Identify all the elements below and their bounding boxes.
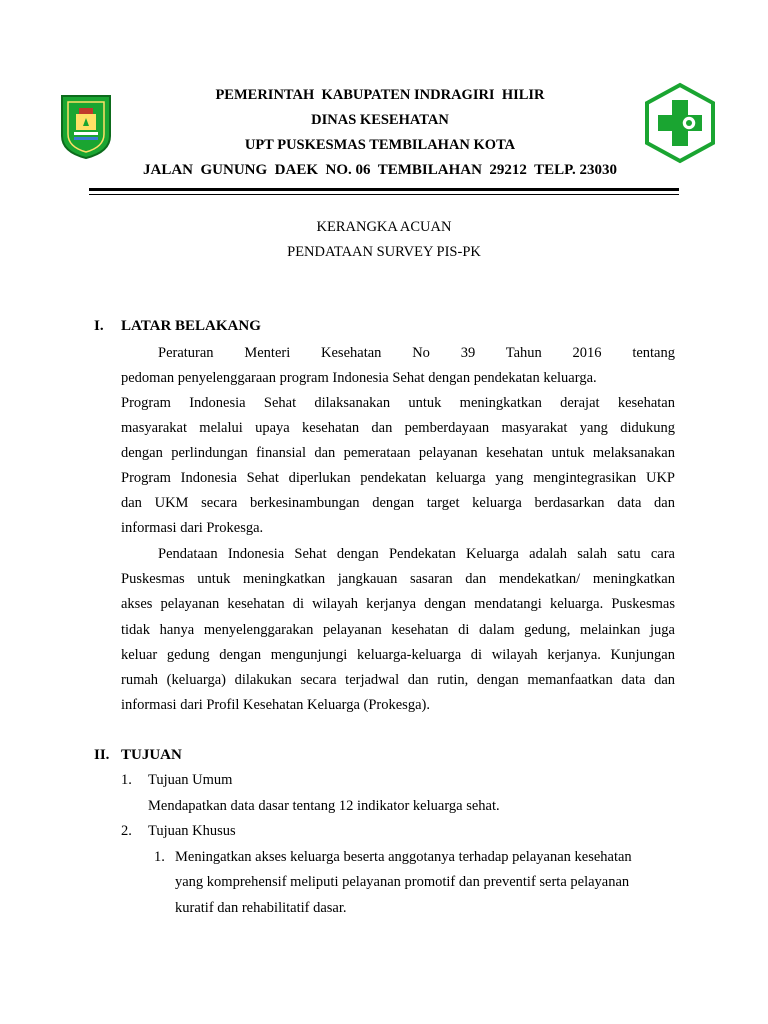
paragraph-line: akses pelayanan kesehatan di wilayah kerjanya dengan mendatangi keluarga. Puskesmas — [121, 596, 675, 612]
list-item-number: 1. — [121, 772, 132, 788]
paragraph-line: Pendataan Indonesia Sehat dengan Pendekatan Keluarga adalah salah satu cara — [158, 546, 675, 562]
paragraph-line: dengan perlindungan finansial dan pemerataan pelayanan kesehatan untuk melaksanakan — [121, 445, 675, 461]
sub-item-line: Meningatkan akses keluarga beserta anggotanya terhadap pelayanan kesehatan — [175, 849, 632, 865]
paragraph-line: dan UKM secara berkesinambungan dengan target keluarga berdasarkan data dan — [121, 495, 675, 511]
list-item-number: 2. — [121, 823, 132, 839]
section2-number: II. — [94, 747, 110, 763]
sub-item-line: kuratif dan rehabilitatif dasar. — [175, 900, 347, 916]
letterhead-divider-thin — [89, 194, 679, 195]
letterhead-divider-thick — [89, 188, 679, 191]
list-item-title: Tujuan Umum — [148, 772, 233, 788]
list-item-title: Tujuan Khusus — [148, 823, 236, 839]
document-subtitle: PENDATAAN SURVEY PIS-PK — [287, 244, 481, 260]
paragraph-line: Puskesmas untuk meningkatkan jangkauan sasaran dan mendekatkan/ meningkatkan — [121, 571, 675, 587]
section1-heading: LATAR BELAKANG — [121, 318, 261, 334]
paragraph-line: Program Indonesia Sehat dilaksanakan untuk meningkatkan derajat kesehatan — [121, 395, 675, 411]
paragraph-line: masyarakat melalui upaya kesehatan dan pemberdayaan masyarakat yang didukung — [121, 420, 675, 436]
section2-heading: TUJUAN — [121, 747, 182, 763]
paragraph-line: Peraturan Menteri Kesehatan No 39 Tahun 2016 tentang — [158, 345, 675, 361]
section1-number: I. — [94, 318, 104, 334]
paragraph-line: pedoman penyelenggaraan program Indonesia Sehat dengan pendekatan keluarga. — [121, 370, 597, 386]
letterhead-government: PEMERINTAH KABUPATEN INDRAGIRI HILIR — [215, 87, 545, 103]
letterhead-department: DINAS KESEHATAN — [311, 112, 449, 128]
paragraph-line: Program Indonesia Sehat diperlukan pendekatan keluarga yang mengintegrasikan UKP — [121, 470, 675, 486]
letterhead-institution: UPT PUSKESMAS TEMBILAHAN KOTA — [244, 137, 516, 153]
regency-emblem-logo — [58, 92, 114, 160]
paragraph-line: informasi dari Profil Kesehatan Keluarga (Prokesga). — [121, 697, 430, 713]
paragraph-line: informasi dari Prokesga. — [121, 520, 264, 536]
paragraph-line: tidak hanya menyelenggarakan pelayanan kesehatan di dalam gedung, melainkan juga — [121, 622, 675, 638]
sub-item-number: 1. — [154, 849, 165, 865]
paragraph-line: keluar gedung dengan mengunjungi keluarga-keluarga di wilayah kerjanya. Kunjungan — [121, 647, 675, 663]
letterhead-address: JALAN GUNUNG DAEK NO. 06 TEMBILAHAN 29212 TELP. 23030 — [143, 162, 617, 178]
paragraph-line: rumah (keluarga) dilakukan secara terjadwal dan rutin, dengan memanfaatkan data dan — [121, 672, 675, 688]
list-item-text: Mendapatkan data dasar tentang 12 indikator keluarga sehat. — [148, 798, 500, 814]
sub-item-line: yang komprehensif meliputi pelayanan promotif dan preventif serta pelayanan — [175, 874, 630, 890]
document-title: KERANGKA ACUAN — [316, 219, 452, 235]
puskesmas-logo — [644, 82, 716, 164]
